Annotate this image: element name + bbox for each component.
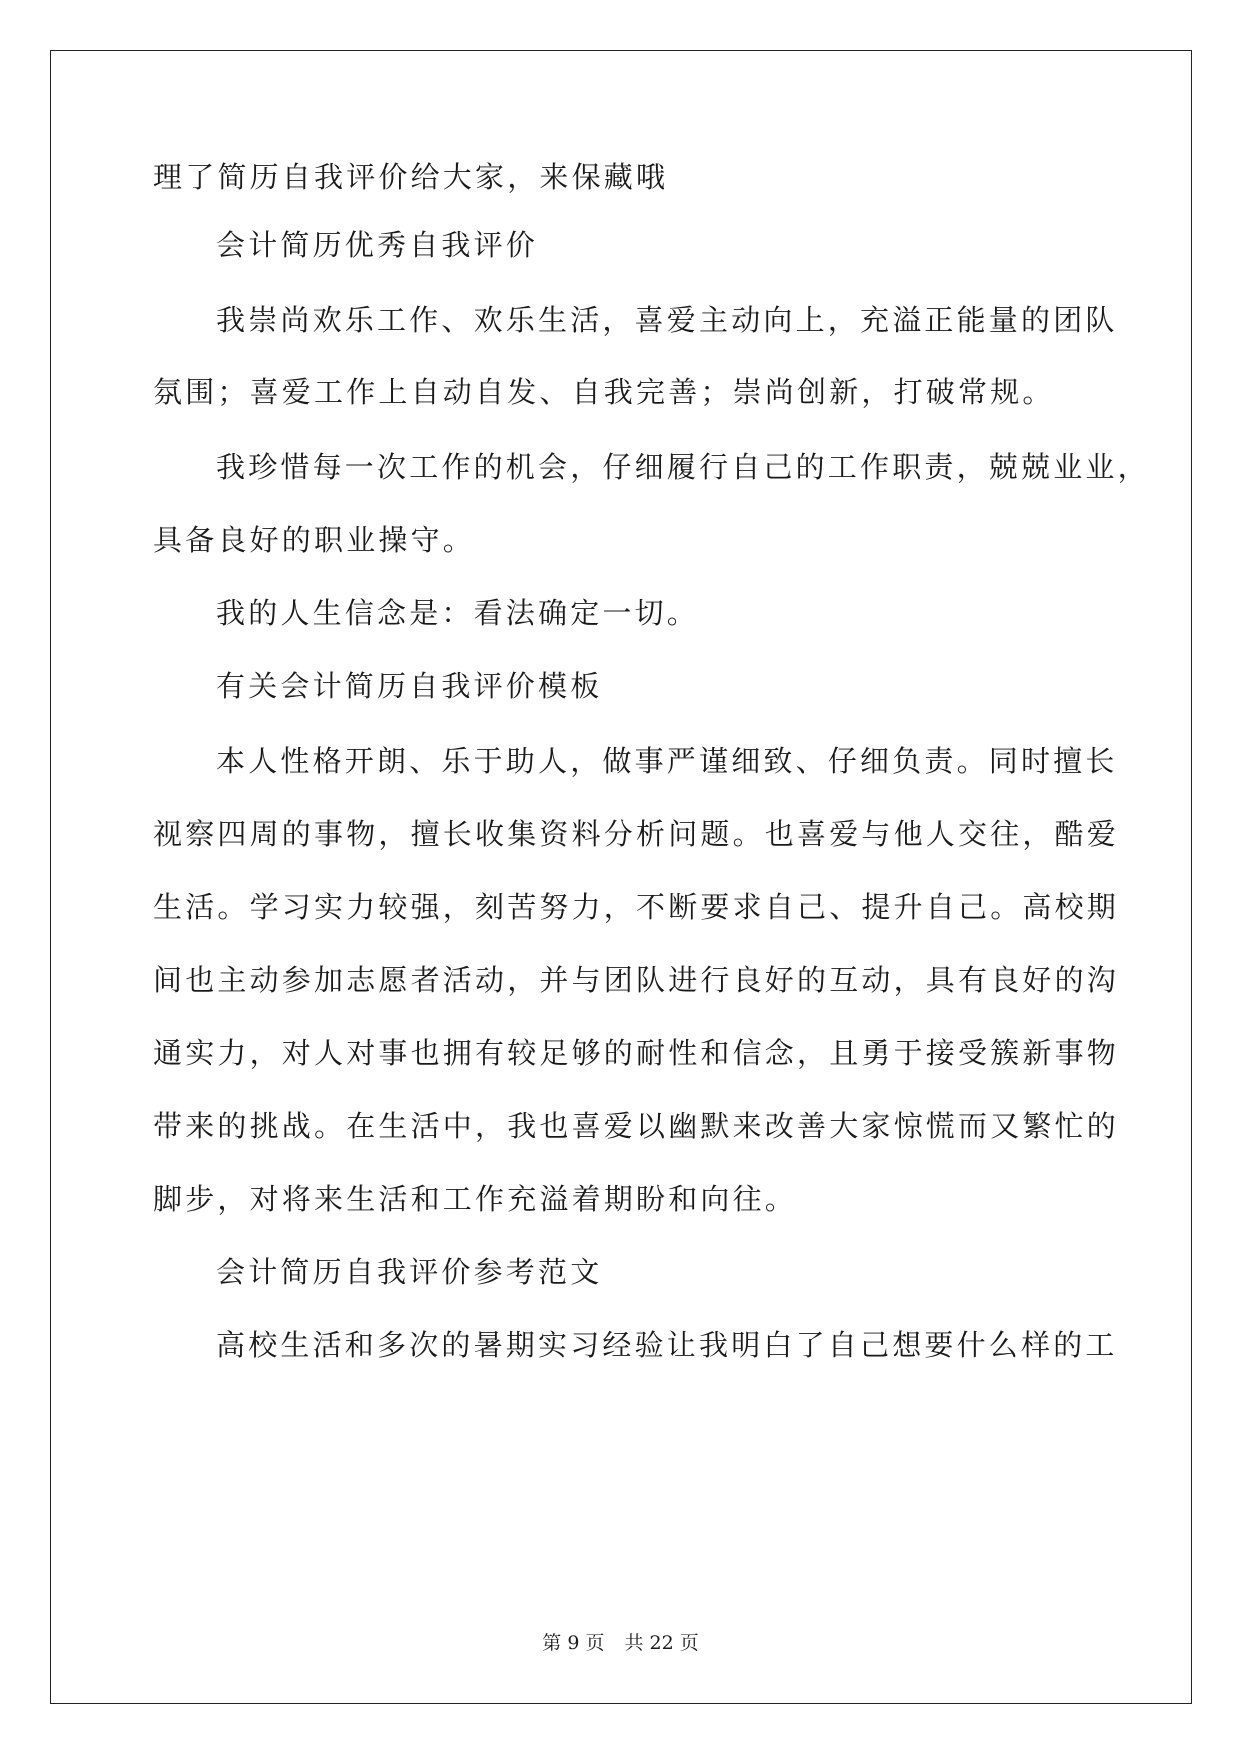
paragraph-line: 生活。学习实力较强，刻苦努力，不断要求自己、提升自己。高校期 (153, 890, 1120, 924)
paragraph-line: 带来的挑战。在生活中，我也喜爱以幽默来改善大家惊慌而又繁忙的 (153, 1109, 1120, 1143)
section-heading: 有关会计简历自我评价模板 (216, 669, 603, 703)
paragraph-line: 本人性格开朗、乐于助人，做事严谨细致、仔细负责。同时擅长 (216, 744, 1118, 778)
paragraph-line: 具备良好的职业操守。 (153, 523, 476, 557)
paragraph-line: 氛围；喜爱工作上自动自发、自我完善；崇尚创新，打破常规。 (153, 375, 1055, 409)
section-heading: 会计简历自我评价参考范文 (216, 1255, 603, 1289)
page-total: 共 22 页 (624, 1632, 699, 1654)
paragraph-line: 高校生活和多次的暑期实习经验让我明白了自己想要什么样的工 (216, 1328, 1118, 1362)
paragraph-line: 脚步，对将来生活和工作充溢着期盼和向往。 (153, 1182, 798, 1216)
paragraph-line: 我珍惜每一次工作的机会，仔细履行自己的工作职责，兢兢业业， (216, 450, 1150, 484)
paragraph-line: 视察四周的事物，擅长收集资料分析问题。也喜爱与他人交往，酷爱 (153, 817, 1120, 851)
paragraph-line: 理了简历自我评价给大家，来保藏哦 (153, 160, 669, 194)
page-number: 第 9 页 (542, 1632, 605, 1654)
paragraph-line: 我崇尚欢乐工作、欢乐生活，喜爱主动向上，充溢正能量的团队 (216, 303, 1118, 337)
paragraph-line: 我的人生信念是：看法确定一切。 (216, 596, 700, 630)
page-border (50, 50, 1192, 1704)
paragraph-line: 间也主动参加志愿者活动，并与团队进行良好的互动，具有良好的沟 (153, 963, 1120, 997)
section-heading: 会计简历优秀自我评价 (216, 228, 539, 262)
paragraph-line: 通实力，对人对事也拥有较足够的耐性和信念，且勇于接受簇新事物 (153, 1036, 1120, 1070)
page-footer (0, 1630, 1241, 1656)
